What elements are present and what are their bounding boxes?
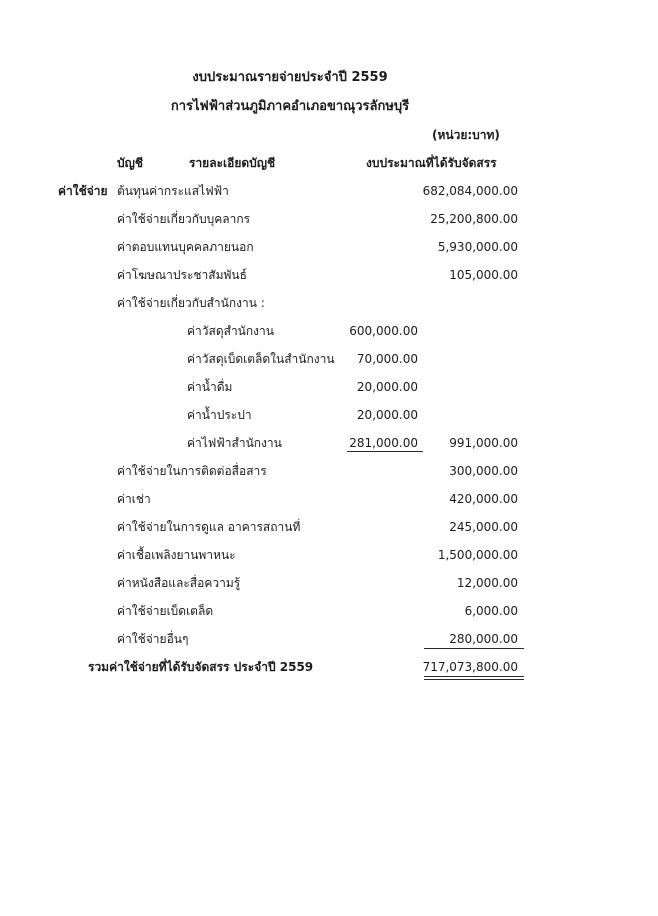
item-label: ค่าใช้จ่ายในการดูแล อาคารสถานที่ [117,520,301,534]
sub-item-label: ค่าน้ำดื่ม [187,380,233,394]
sub-item-label: ค่าวัสดุสำนักงาน [187,324,274,338]
sub-item-amount: 20,000.00 [356,380,418,394]
item-amount: 6,000.00 [464,604,518,618]
total-double-underline-2 [424,679,524,680]
sub-item-label: ค่าน้ำประปา [187,408,252,422]
column-header-account: บัญชี [117,156,143,170]
sub-item-label: ค่าไฟฟ้าสำนักงาน [187,436,282,450]
total-top-rule [424,648,524,649]
section-label-expenses: ค่าใช้จ่าย [58,184,108,198]
item-label: ค่าเชื้อเพลิงยานพาหนะ [117,548,236,562]
item-amount: 25,200,800.00 [430,212,518,226]
office-total-amount: 991,000.00 [449,436,518,450]
item-label: ค่าหนังสือและสื่อความรู้ [117,576,241,590]
item-label: ค่าเช่า [117,492,151,506]
sub-item-amount: 20,000.00 [356,408,418,422]
column-header-details: รายละเอียดบัญชี [189,156,276,170]
item-amount: 682,084,000.00 [422,184,518,198]
item-label: ค่าใช้จ่ายอื่นๆ [117,632,189,646]
grand-total-label: รวมค่าใช้จ่ายที่ได้รับจัดสรร ประจำปี 2559 [88,660,314,674]
sub-item-label: ค่าวัสดุเบ็ดเตล็ดในสำนักงาน [187,352,335,366]
item-amount: 1,500,000.00 [437,548,518,562]
document-title: งบประมาณรายจ่ายประจำปี 2559 [192,70,388,85]
item-label: ค่าตอบแทนบุคคลภายนอก [117,240,254,254]
item-label: ค่าใช้จ่ายเกี่ยวกับบุคลากร [117,212,251,226]
sub-item-amount: 70,000.00 [356,352,418,366]
item-amount: 245,000.00 [449,520,518,534]
grand-total-amount: 717,073,800.00 [422,660,518,674]
item-amount: 105,000.00 [449,268,518,282]
item-label: ค่าใช้จ่ายในการติดต่อสื่อสาร [117,464,267,478]
item-amount: 300,000.00 [449,464,518,478]
unit-label: (หน่วย:บาท) [432,128,500,142]
sub-item-amount: 281,000.00 [349,436,418,450]
item-amount: 420,000.00 [449,492,518,506]
item-label: ค่าโฆษณาประชาสัมพันธ์ [117,268,247,282]
total-double-underline-1 [424,676,524,677]
document-subtitle: การไฟฟ้าส่วนภูมิภาคอำเภอขาณุวรลักษบุรี [170,99,410,114]
subtotal-underline [347,451,423,452]
item-amount: 12,000.00 [456,576,518,590]
column-header-budget: งบประมาณที่ได้รับจัดสรร [366,156,497,170]
item-amount: 280,000.00 [449,632,518,646]
item-amount: 5,930,000.00 [437,240,518,254]
item-label: ต้นทุนค่ากระแสไฟฟ้า [117,184,229,198]
item-label: ค่าใช้จ่ายเกี่ยวกับสำนักงาน : [117,296,265,310]
item-label: ค่าใช้จ่ายเบ็ดเตล็ด [117,604,214,618]
sub-item-amount: 600,000.00 [349,324,418,338]
